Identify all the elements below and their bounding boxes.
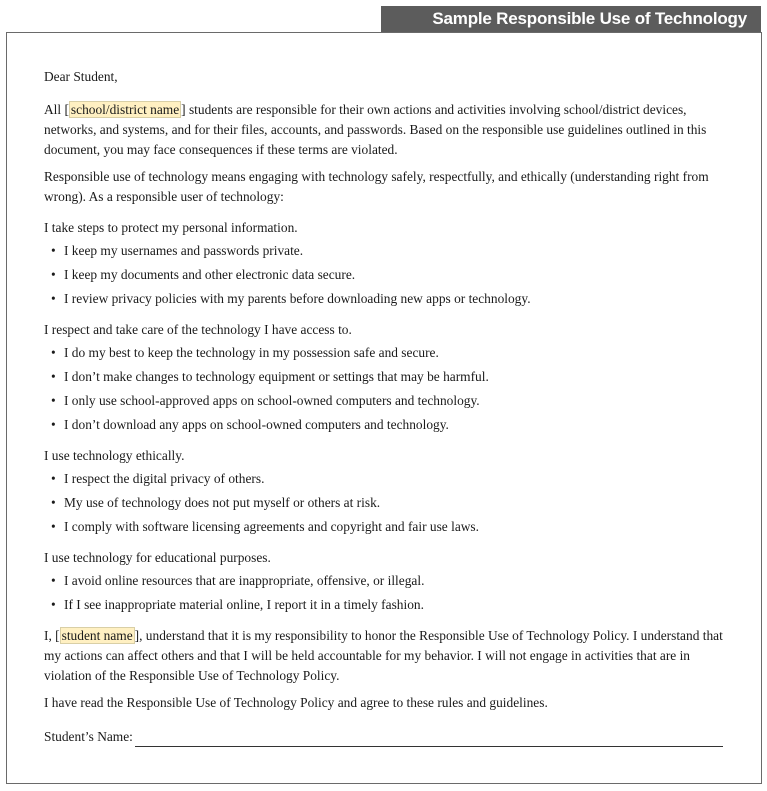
agreement-statement: I have read the Responsible Use of Technology Policy and agree to these rules and guidelines. — [44, 695, 548, 710]
list-item-text: I only use school-approved apps on school-owned computers and technology. — [64, 393, 480, 408]
definition-paragraph: Responsible use of technology means engaging with technology safely, respectfully, and ethically (understanding right from wrong). As a responsible user of technology: — [44, 169, 709, 204]
student-name-signature-line[interactable] — [135, 731, 723, 747]
bullet-icon: • — [51, 519, 56, 534]
bullet-icon: • — [51, 243, 56, 258]
list-item — [44, 595, 734, 615]
list-item-text: I keep my usernames and passwords private. — [64, 243, 304, 258]
document-frame — [6, 32, 762, 784]
bullet-icon: • — [51, 369, 56, 384]
section-list-ethics — [44, 469, 734, 537]
bullet-icon: • — [51, 393, 56, 408]
list-item — [44, 415, 734, 435]
list-item — [44, 571, 734, 591]
bullet-icon: • — [51, 495, 56, 510]
list-item-text: I do my best to keep the technology in my possession safe and secure. — [64, 345, 439, 360]
section-list-care — [44, 343, 734, 435]
section-lead-personal-info: I take steps to protect my personal information. — [44, 220, 298, 235]
list-item-text: I don’t make changes to technology equipment or settings that may be harmful. — [64, 369, 489, 384]
list-item-text: I review privacy policies with my parents before downloading new apps or technology. — [64, 291, 531, 306]
list-item — [44, 517, 734, 537]
list-item-text: I don’t download any apps on school-owned computers and technology. — [64, 417, 449, 432]
list-item — [44, 493, 734, 513]
pledge-prefix: I, [ — [44, 628, 60, 643]
list-item — [44, 469, 734, 489]
letter-body — [44, 67, 734, 747]
bullet-icon: • — [51, 345, 56, 360]
signature-label: Student’s Name: — [44, 729, 133, 744]
signature-row — [44, 727, 734, 747]
school-name-placeholder[interactable]: school/district name — [70, 102, 180, 117]
list-item-text: I avoid online resources that are inappropriate, offensive, or illegal. — [64, 573, 425, 588]
pledge-suffix: ], understand that it is my responsibility to honor the Responsible Use of Technology Policy. I understand that my actions can affect others and that I will be held accountable for my behavior. I will not engage in activities that are in violation of the Responsible Use of Technology Policy. — [44, 628, 723, 683]
list-item — [44, 367, 734, 387]
intro-paragraph — [44, 100, 734, 160]
list-item — [44, 241, 734, 261]
list-item-text: I respect the digital privacy of others. — [64, 471, 265, 486]
bullet-icon: • — [51, 471, 56, 486]
list-item — [44, 265, 734, 285]
list-item-text: If I see inappropriate material online, I report it in a timely fashion. — [64, 597, 424, 612]
intro-prefix: All [ — [44, 102, 69, 117]
list-item-text: I comply with software licensing agreements and copyright and fair use laws. — [64, 519, 479, 534]
section-list-education — [44, 571, 734, 615]
section-lead-education: I use technology for educational purposes. — [44, 550, 271, 565]
list-item — [44, 289, 734, 309]
list-item-text: I keep my documents and other electronic data secure. — [64, 267, 356, 282]
section-list-personal-info — [44, 241, 734, 309]
document-title-banner — [381, 6, 761, 32]
bullet-icon: • — [51, 291, 56, 306]
bullet-icon: • — [51, 597, 56, 612]
bullet-icon: • — [51, 417, 56, 432]
list-item — [44, 343, 734, 363]
intro-suffix: ] students are responsible for their own actions and activities involving school/district devices, networks, and systems, and for their files, accounts, and passwords. Based on the responsible use guidelines outlined in this document, you may face consequences if these terms are violated. — [44, 102, 707, 157]
bullet-icon: • — [51, 267, 56, 282]
greeting: Dear Student, — [44, 69, 118, 84]
student-name-placeholder[interactable]: student name — [61, 628, 133, 643]
list-item — [44, 391, 734, 411]
section-lead-care: I respect and take care of the technology I have access to. — [44, 322, 352, 337]
document-title: Sample Responsible Use of Technology — [432, 9, 747, 28]
section-lead-ethics: I use technology ethically. — [44, 448, 185, 463]
pledge-paragraph — [44, 626, 734, 686]
list-item-text: My use of technology does not put myself or others at risk. — [64, 495, 381, 510]
bullet-icon: • — [51, 573, 56, 588]
